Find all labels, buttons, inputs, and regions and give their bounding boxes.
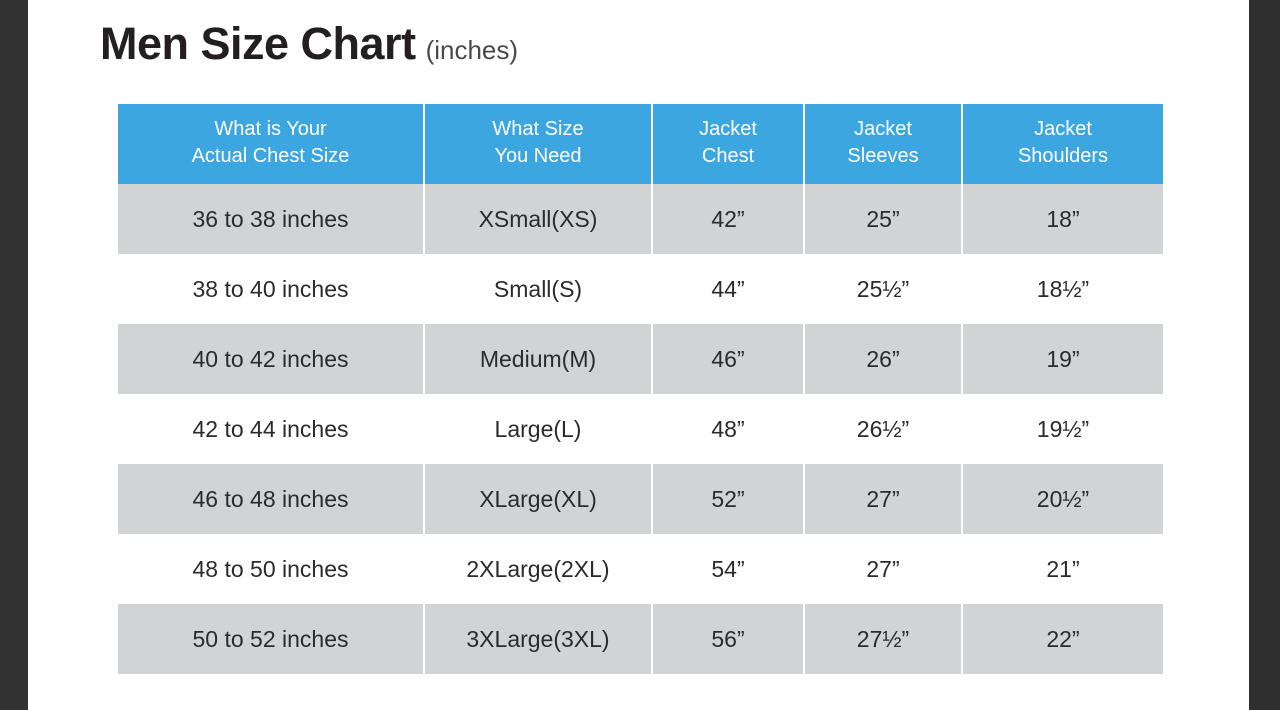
column-header-line-1: What is Your [214,118,327,140]
page-title [100,18,518,70]
cell-jacket-sleeves: 27” [804,534,962,604]
table-row [118,464,1163,534]
cell-jacket-chest: 48” [652,394,804,464]
table-row [118,184,1163,254]
document-sheet-bottom [28,688,1249,710]
column-header-jacket-chest [652,104,804,184]
left-dark-band [0,0,28,710]
cell-size-you-need: XSmall(XS) [424,184,652,254]
cell-size-you-need: Medium(M) [424,324,652,394]
page-title-main: Men Size Chart [100,18,416,69]
column-header-jacket-shoulders [962,104,1163,184]
column-header-line-2: You Need [494,145,582,167]
cell-jacket-shoulders: 20½” [962,464,1163,534]
cell-jacket-sleeves: 25½” [804,254,962,324]
cell-jacket-chest: 54” [652,534,804,604]
cell-jacket-sleeves: 25” [804,184,962,254]
cell-size-you-need: 2XLarge(2XL) [424,534,652,604]
cell-actual-chest-size: 42 to 44 inches [118,394,424,464]
column-header-size-you-need [424,104,652,184]
cell-jacket-sleeves: 27½” [804,604,962,674]
cell-jacket-chest: 52” [652,464,804,534]
cell-jacket-shoulders: 21” [962,534,1163,604]
cell-size-you-need: 3XLarge(3XL) [424,604,652,674]
column-header-line-2: Sleeves [847,145,919,167]
cell-jacket-chest: 56” [652,604,804,674]
column-header-line-1: Jacket [854,118,912,140]
cell-jacket-chest: 42” [652,184,804,254]
column-header-line-1: Jacket [699,118,757,140]
page-title-units: (inches) [425,35,519,65]
cell-actual-chest-size: 46 to 48 inches [118,464,424,534]
cell-jacket-shoulders: 22” [962,604,1163,674]
right-dark-band [1249,0,1280,710]
cell-size-you-need: Small(S) [424,254,652,324]
cell-size-you-need: XLarge(XL) [424,464,652,534]
column-header-line-1: Jacket [1034,118,1092,140]
table-row [118,324,1163,394]
column-header-line-1: What Size [492,118,584,140]
column-header-line-2: Chest [701,145,755,167]
cell-jacket-shoulders: 18½” [962,254,1163,324]
cell-jacket-chest: 46” [652,324,804,394]
cell-actual-chest-size: 48 to 50 inches [118,534,424,604]
cell-jacket-sleeves: 26½” [804,394,962,464]
cell-jacket-sleeves: 26” [804,324,962,394]
cell-actual-chest-size: 50 to 52 inches [118,604,424,674]
cell-jacket-shoulders: 18” [962,184,1163,254]
table-row [118,604,1163,674]
cell-jacket-sleeves: 27” [804,464,962,534]
column-header-jacket-sleeves [804,104,962,184]
cell-actual-chest-size: 38 to 40 inches [118,254,424,324]
column-header-line-2: Shoulders [1017,145,1109,167]
cell-jacket-chest: 44” [652,254,804,324]
cell-size-you-need: Large(L) [424,394,652,464]
cell-jacket-shoulders: 19” [962,324,1163,394]
cell-jacket-shoulders: 19½” [962,394,1163,464]
size-chart-table [118,104,1163,674]
cell-actual-chest-size: 36 to 38 inches [118,184,424,254]
cell-actual-chest-size: 40 to 42 inches [118,324,424,394]
table-row [118,254,1163,324]
table-header-row [118,104,1163,184]
column-header-line-2: Actual Chest Size [191,145,350,167]
table-row [118,534,1163,604]
column-header-actual-chest-size [118,104,424,184]
table-row [118,394,1163,464]
